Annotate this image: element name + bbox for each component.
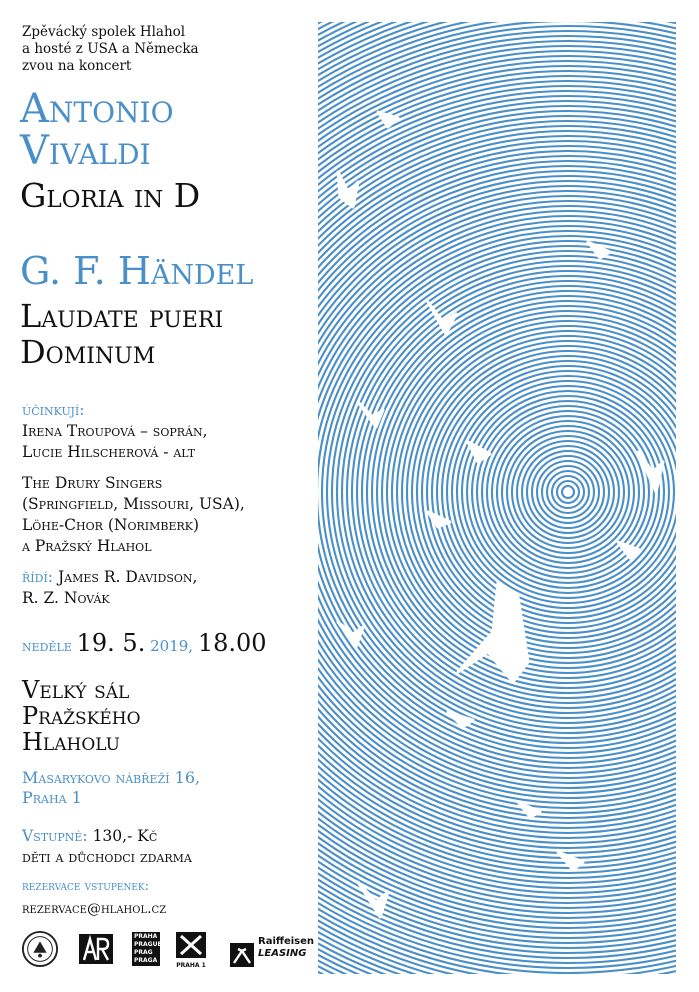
dove-line-artwork <box>318 22 676 974</box>
admission-free: děti a důchodci zdarma <box>22 848 192 866</box>
concentric-lines-illustration <box>318 22 676 974</box>
performers-label: účinkují: <box>22 401 85 419</box>
intro-line-3: zvou na koncert <box>22 58 132 74</box>
date-day: 19. 5. <box>76 629 146 657</box>
venue-name <box>22 677 141 755</box>
raiffeisen-name: Raiffeisen <box>258 936 315 947</box>
choir-4: a Pražský Hlahol <box>22 537 152 555</box>
praha1-logo <box>176 932 208 970</box>
date-weekday: neděle <box>22 637 72 655</box>
composer-vivaldi <box>20 88 174 172</box>
date-time: 18.00 <box>197 629 267 657</box>
intro-line-2: a hosté z USA a Německa <box>22 41 199 57</box>
composer1-first-name: Antonio <box>20 86 174 132</box>
venue-address <box>22 768 200 808</box>
soloist-2: Lucie Hilscherová - alt <box>22 443 196 461</box>
work-gloria: Gloria in D <box>20 176 201 215</box>
conductor-2: R. Z. Novák <box>22 589 110 607</box>
reservation-label: rezervace vstupenek: <box>22 879 150 894</box>
venue-line-2: Pražského <box>22 702 141 730</box>
choir-3: Löhe-Chor (Norimberk) <box>22 516 200 534</box>
choir-2: (Springfield, Missouri, USA), <box>22 495 245 513</box>
date-year: 2019, <box>150 637 194 655</box>
performers-block <box>22 400 245 609</box>
address-line-2: Praha 1 <box>22 788 82 807</box>
soloist-1: Irena Troupová – soprán, <box>22 422 208 440</box>
admission-label: Vstupné: <box>22 827 88 845</box>
conductor-1: James R. Davidson, <box>57 568 198 586</box>
art-logo-icon <box>78 930 114 968</box>
admission-price-line <box>22 826 192 847</box>
reservation-email: rezervace@hlahol.cz <box>22 901 167 917</box>
sponsor-logos <box>20 930 315 972</box>
work2-line-2: Dominum <box>20 333 156 371</box>
seal-logo-icon <box>20 930 60 968</box>
work2-line-1: Laudate pueri <box>20 297 224 335</box>
composer-handel: G. F. Händel <box>20 249 254 293</box>
praha-logo: PRAHA PRAGUE PRAG PRAGA <box>134 933 162 964</box>
work-laudate <box>20 298 223 370</box>
raiffeisen-leasing: LEASING <box>258 948 307 959</box>
reservation-block <box>22 876 166 920</box>
admission-price: 130,- Kč <box>92 827 158 845</box>
composer1-last-name: Vivaldi <box>20 128 151 174</box>
raiffeisen-gable-icon <box>230 936 254 974</box>
conductors-line-1 <box>22 567 245 588</box>
intro-line-1: Zpěvácký spolek Hlahol <box>22 24 186 40</box>
venue-line-1: Velký sál <box>22 676 130 704</box>
concert-date <box>22 628 267 661</box>
invitation-text <box>22 24 199 75</box>
praha1-cross-icon <box>176 932 206 958</box>
choir-1: The Drury Singers <box>22 474 163 492</box>
praha1-label: PRAHA 1 <box>176 962 206 969</box>
text-column <box>0 0 315 992</box>
address-line-1: Masarykovo nábřeží 16, <box>22 768 201 787</box>
venue-line-3: Hlaholu <box>22 728 120 756</box>
conductors-label: řídí: <box>22 568 54 586</box>
admission-block <box>22 826 192 868</box>
